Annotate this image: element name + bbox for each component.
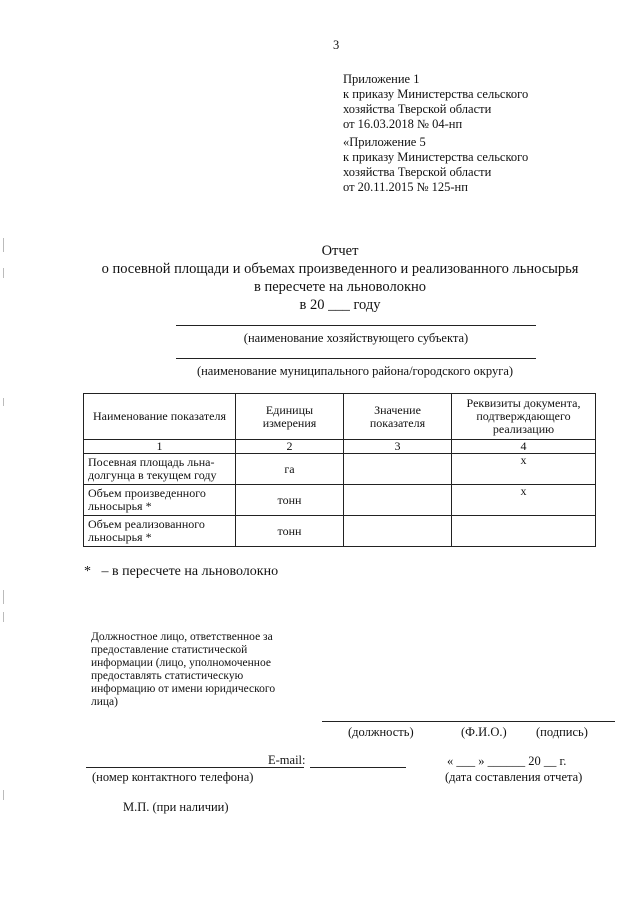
row-document-cell[interactable]: х — [452, 454, 596, 485]
official-text-line: информации (лицо, уполномоченное — [91, 657, 271, 669]
appendix-line: к приказу Министерства сельского — [343, 150, 529, 164]
appendix-line: от 16.03.2018 № 04-нп — [343, 117, 463, 131]
stamp-label: М.П. (при наличии) — [123, 800, 229, 814]
title-line: о посевной площади и объемах произведенного и реализованного льносырья — [101, 261, 579, 277]
title-line: в 20 ___ году — [299, 297, 381, 313]
appendix-line: хозяйства Тверской области — [343, 165, 492, 179]
row-value-cell[interactable] — [344, 516, 452, 547]
district-underline[interactable] — [176, 358, 536, 359]
column-number: 3 — [344, 440, 452, 454]
email-label: E-mail: — [268, 753, 306, 767]
report-title — [40, 242, 640, 314]
appendix-line: от 20.11.2015 № 125-нп — [343, 180, 468, 194]
report-table — [83, 393, 596, 547]
row-document-cell[interactable] — [452, 516, 596, 547]
header-indicator: Наименование показателя — [84, 394, 236, 440]
scan-margin-mark — [3, 268, 4, 278]
table-header-row — [84, 394, 596, 440]
scan-margin-mark — [3, 238, 4, 252]
name-caption: (Ф.И.О.) — [461, 725, 507, 739]
column-number: 1 — [84, 440, 236, 454]
title-line: Отчет — [321, 243, 359, 259]
phone-caption: (номер контактного телефона) — [92, 770, 254, 784]
appendix-block — [343, 72, 528, 195]
table-row — [84, 454, 596, 485]
date-caption: (дата составления отчета) — [445, 770, 583, 784]
official-description — [91, 631, 275, 709]
row-document-cell[interactable]: х — [452, 485, 596, 516]
table-row — [84, 485, 596, 516]
district-caption: (наименование муниципального района/городского округа) — [196, 364, 514, 378]
scan-margin-mark — [3, 590, 4, 604]
row-unit: га — [236, 454, 344, 485]
scan-margin-mark — [3, 398, 4, 406]
row-indicator-name: Объем произведенного льносырья * — [84, 485, 236, 516]
footnote: * – в пересчете на льноволокно — [84, 564, 279, 579]
row-indicator-name: Посевная площадь льна-долгунца в текущем году — [84, 454, 236, 485]
official-text-line: информацию от имени юридического — [91, 683, 276, 695]
appendix-line: «Приложение 5 — [343, 135, 426, 149]
row-indicator-name: Объем реализованного льносырья * — [84, 516, 236, 547]
header-unit: Единицы измерения — [236, 394, 344, 440]
row-unit: тонн — [236, 516, 344, 547]
row-value-cell[interactable] — [344, 454, 452, 485]
appendix-line: Приложение 1 — [343, 72, 420, 86]
email-underline[interactable] — [310, 767, 406, 768]
column-number: 4 — [452, 440, 596, 454]
official-text-line: Должностное лицо, ответственное за — [91, 631, 273, 643]
official-text-line: предоставлять статистическую — [91, 670, 244, 682]
signature-underline[interactable] — [322, 721, 615, 722]
table-number-row — [84, 440, 596, 454]
scan-margin-mark — [3, 790, 4, 800]
subject-caption: (наименование хозяйствующего субъекта) — [243, 331, 469, 345]
date-line[interactable]: « ___ » ______ 20 __ г. — [447, 754, 567, 768]
scan-margin-mark — [3, 612, 4, 622]
position-caption: (должность) — [348, 725, 414, 739]
table-row — [84, 516, 596, 547]
row-unit: тонн — [236, 485, 344, 516]
official-text-line: лица) — [91, 696, 118, 708]
official-text-line: предоставление статистической — [91, 644, 248, 656]
appendix-line: к приказу Министерства сельского — [343, 87, 529, 101]
column-number: 2 — [236, 440, 344, 454]
sign-caption: (подпись) — [536, 725, 588, 739]
appendix-line: хозяйства Тверской области — [343, 102, 492, 116]
subject-underline[interactable] — [176, 325, 536, 326]
row-value-cell[interactable] — [344, 485, 452, 516]
page-number: 3 — [333, 38, 340, 52]
title-line: в пересчете на льноволокно — [253, 279, 426, 295]
header-document: Реквизиты документа, подтверждающего реализацию — [452, 394, 596, 440]
header-value: Значение показателя — [344, 394, 452, 440]
